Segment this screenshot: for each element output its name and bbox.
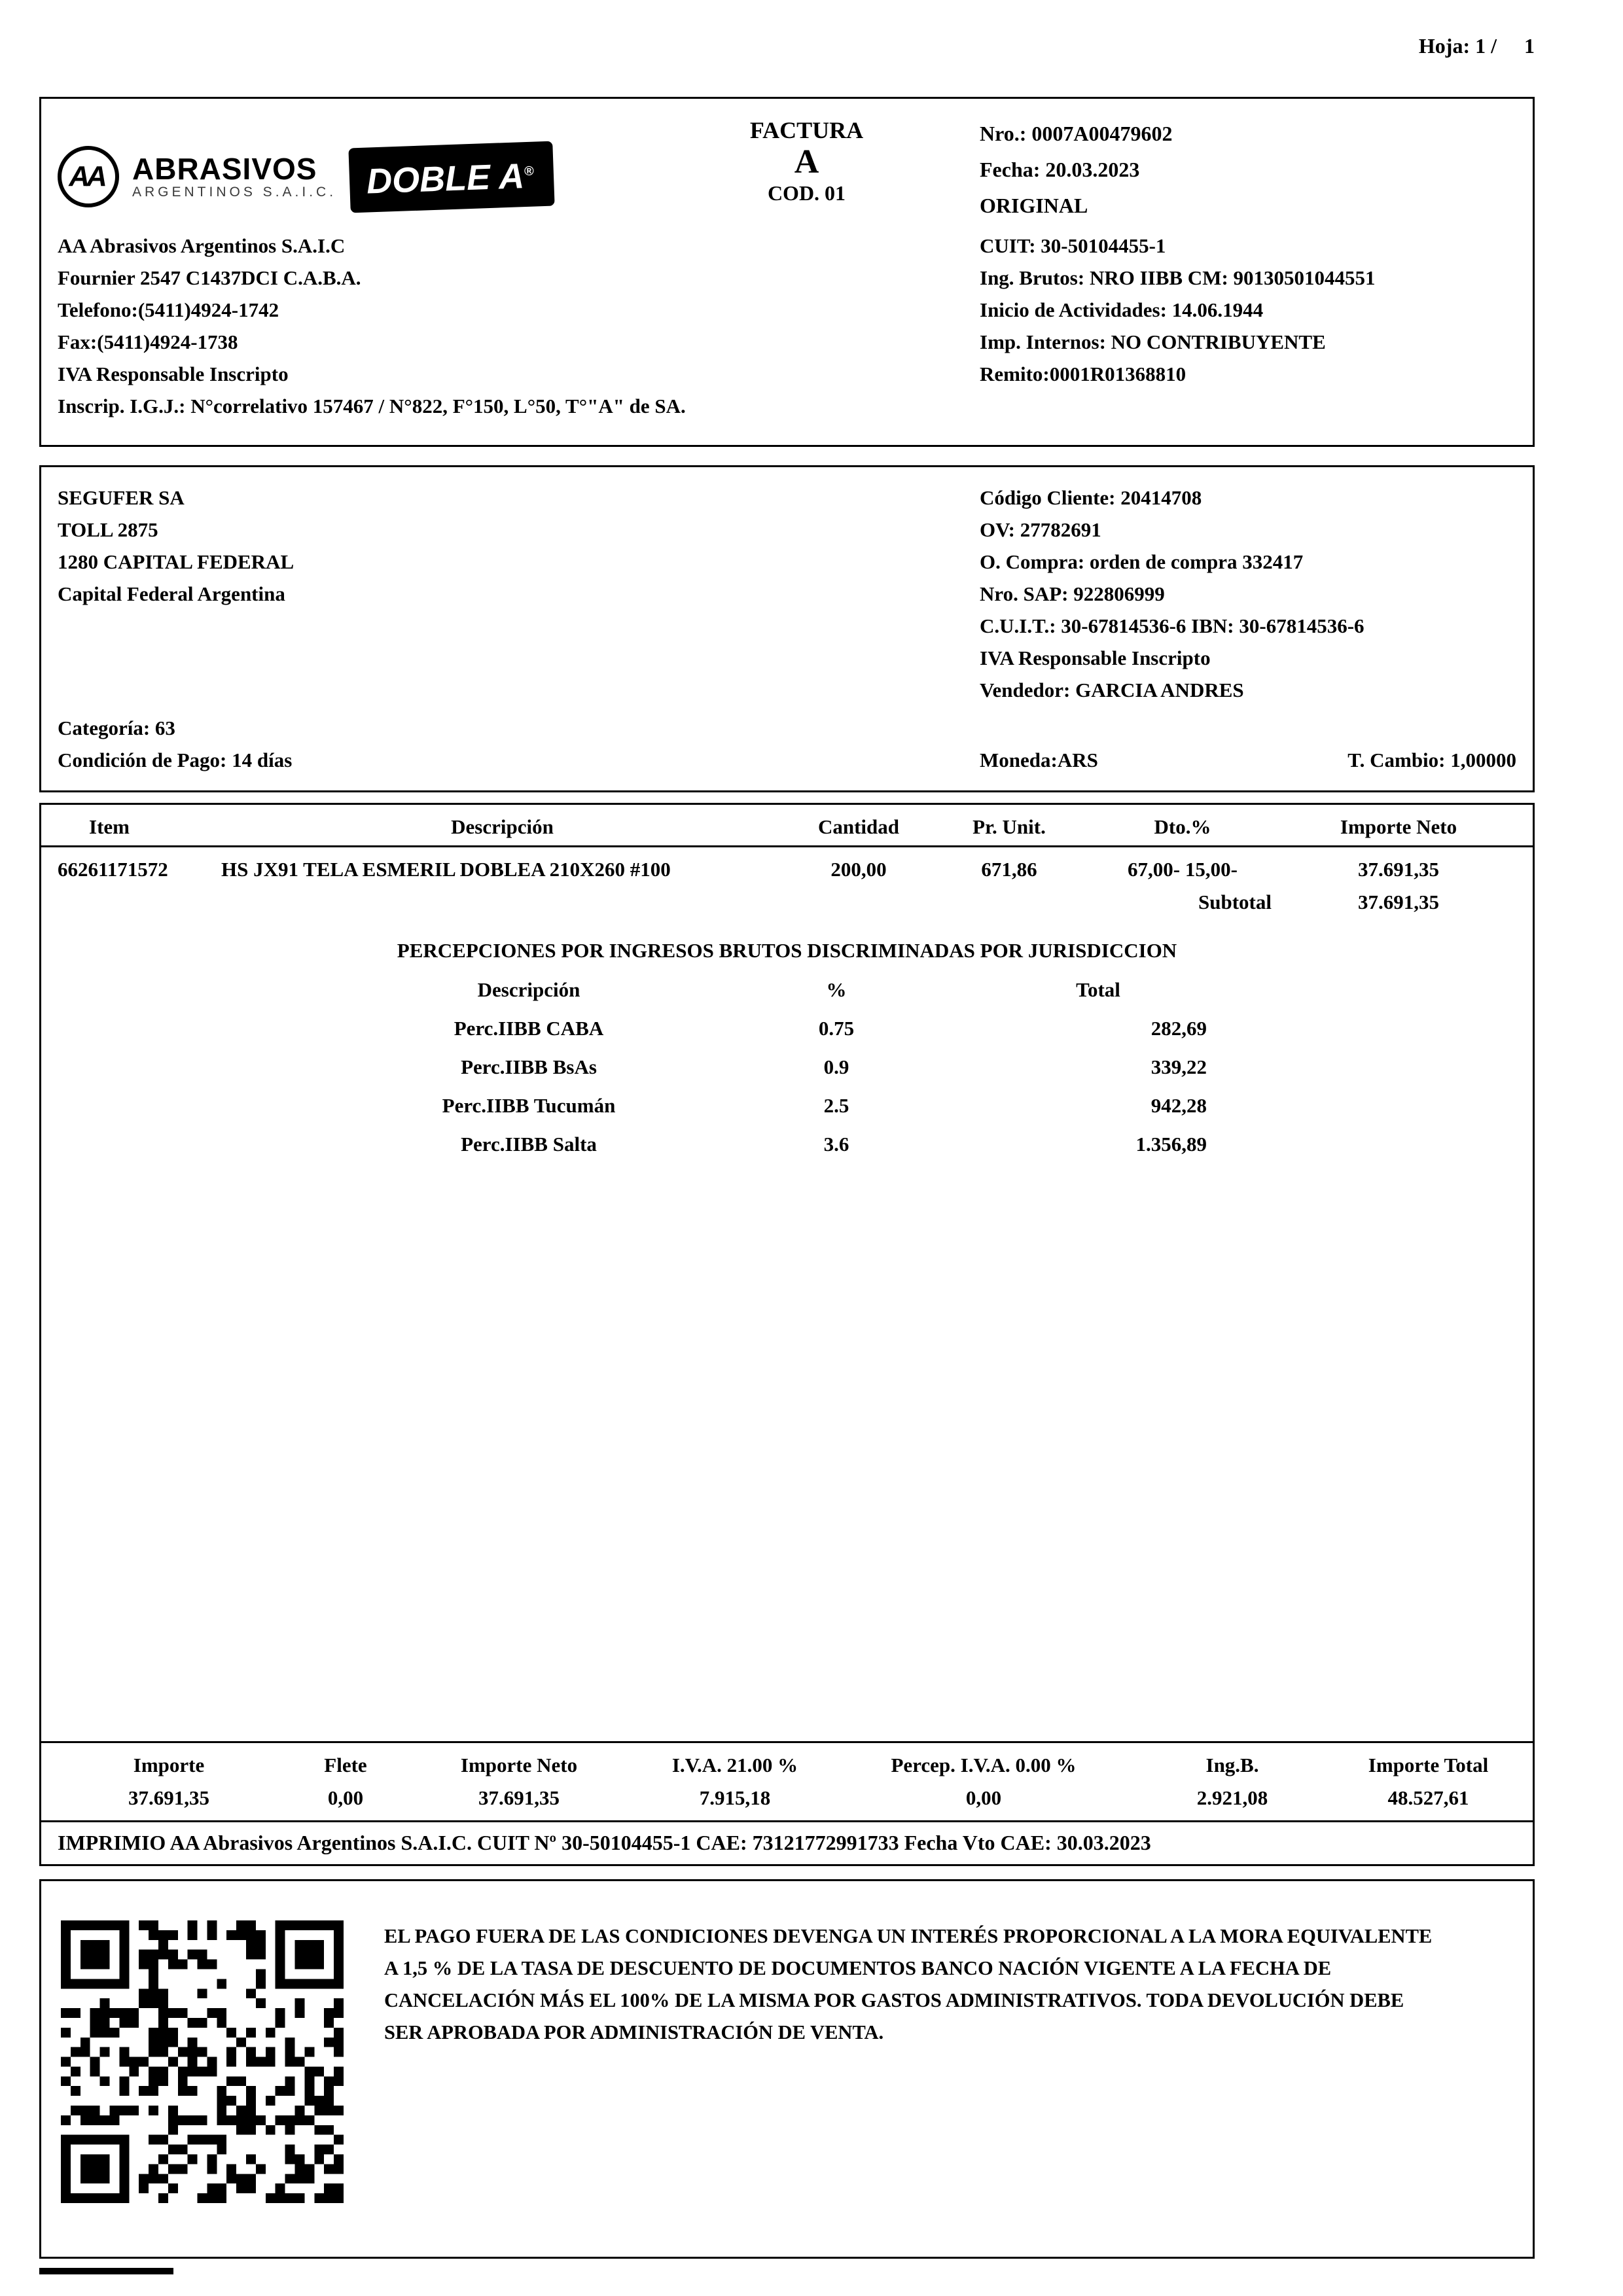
issuer-name: AA Abrasivos Argentinos S.A.I.C: [58, 234, 346, 257]
client-sap-number: Nro. SAP: 922806999: [980, 582, 1165, 605]
totals-header-percep-iva: Percep. I.V.A. 0.00 %: [891, 1754, 1077, 1776]
totals-value-flete: 0,00: [327, 1786, 364, 1809]
totals-header-ing-b: Ing.B.: [1205, 1754, 1259, 1776]
perc-row-pct: 3.6: [823, 1133, 849, 1156]
issuer-address-block: [58, 230, 980, 422]
totals-value-ing-b: 2.921,08: [1196, 1786, 1268, 1809]
totals-header-importe-total: Importe Total: [1368, 1754, 1489, 1776]
document-code: COD. 01: [767, 181, 846, 205]
perc-row-pct: 0.75: [818, 1017, 855, 1040]
document-letter: A: [794, 143, 819, 181]
logo-brand-name: ABRASIVOS: [132, 152, 317, 186]
client-vendedor: Vendedor: GARCIA ANDRES: [980, 679, 1244, 701]
issuer-tax-block: [980, 230, 1516, 422]
table-row: [41, 847, 1533, 881]
client-purchase-order: O. Compra: orden de compra 332417: [980, 550, 1304, 573]
col-header-importe-neto: Importe Neto: [1340, 815, 1457, 838]
currency-label: Moneda:ARS: [980, 749, 1098, 771]
issuer-ing-brutos: Ing. Brutos: NRO IIBB CM: 90130501044551: [980, 266, 1376, 289]
item-net-amount: 37.691,35: [1358, 858, 1439, 881]
client-ov: OV: 27782691: [980, 518, 1101, 541]
client-street: TOLL 2875: [58, 518, 158, 541]
col-header-pr-unit: Pr. Unit.: [972, 815, 1046, 838]
document-type-block: [633, 112, 980, 230]
issuer-igj: Inscrip. I.G.J.: N°correlativo 157467 / N°822, F°150, L°50, T°"A" de SA.: [58, 395, 686, 417]
logo-brand-subtitle: ARGENTINOS S.A.I.C.: [132, 185, 337, 200]
client-box: [39, 465, 1535, 792]
totals-value-importe-total: 48.527,61: [1387, 1786, 1469, 1809]
client-iva-status: IVA Responsable Inscripto: [980, 646, 1211, 669]
totals-header-row: [41, 1741, 1533, 1777]
perc-header-pct: %: [826, 978, 847, 1001]
percepciones-title: PERCEPCIONES POR INGRESOS BRUTOS DISCRIMINADAS POR JURISDICCION: [397, 939, 1177, 962]
perc-row-total: 942,28: [1150, 1094, 1207, 1117]
item-description: HS JX91 TELA ESMERIL DOBLEA 210X260 #100: [221, 858, 671, 881]
subtotal-value: 37.691,35: [1358, 891, 1439, 913]
perc-row-total: 1.356,89: [1135, 1133, 1207, 1156]
client-cuit: C.U.I.T.: 30-67814536-6 IBN: 30-67814536-6: [980, 614, 1364, 637]
issuer-imp-internos: Imp. Internos: NO CONTRIBUYENTE: [980, 330, 1326, 353]
items-box: [39, 803, 1535, 1866]
client-name: SEGUFER SA: [58, 486, 185, 509]
subtotal-row: [41, 881, 1533, 914]
bottom-mark: [39, 2268, 173, 2274]
client-detail-block: [980, 482, 1516, 776]
totals-value-importe-neto: 37.691,35: [478, 1786, 560, 1809]
payment-terms: Condición de Pago: 14 días: [58, 749, 293, 771]
issuer-remito: Remito:0001R01368810: [980, 362, 1186, 385]
perc-row-total: 339,22: [1150, 1055, 1207, 1078]
document-type-label: FACTURA: [749, 117, 864, 143]
perc-row-total: 282,69: [1150, 1017, 1207, 1040]
registered-mark-icon: ®: [524, 164, 534, 179]
doble-a-badge-text: DOBLE A: [366, 156, 526, 202]
subtotal-label: Subtotal: [1198, 891, 1272, 913]
issuer-address: Fournier 2547 C1437DCI C.A.B.A.: [58, 266, 361, 289]
legal-text: EL PAGO FUERA DE LAS CONDICIONES DEVENGA UN INTERÉS PROPORCIONAL A LA MORA EQUIVALENTE A 1,5 % DE LA TASA DE DESCUENTO DE DOCUMENTOS BANCO NACIÓN VIGENTE A LA FECHA DE CANCELACIÓN MÁS EL 100% DE LA MISMA POR GASTOS ADMINISTRATIVOS. TODA DEVOLUCIÓN DEBE SER APROBADA POR ADMINISTRACIÓN DE VENTA.: [384, 1925, 1433, 2043]
perc-row-pct: 0.9: [823, 1055, 849, 1078]
col-header-dto: Dto.%: [1154, 815, 1211, 838]
perc-row-name: Perc.IIBB Tucumán: [442, 1094, 616, 1117]
col-header-descripcion: Descripción: [451, 815, 554, 838]
perc-row-pct: 2.5: [823, 1094, 849, 1117]
totals-header-importe: Importe: [133, 1754, 205, 1776]
issuer-header-box: [39, 97, 1535, 447]
aa-logo-icon: AA: [58, 146, 119, 207]
issuer-fax: Fax:(5411)4924-1738: [58, 330, 238, 353]
totals-header-importe-neto: Importe Neto: [460, 1754, 578, 1776]
document-meta-block: [980, 112, 1516, 230]
col-header-item: Item: [89, 815, 130, 838]
item-quantity: 200,00: [830, 858, 887, 881]
copy-type-label: ORIGINAL: [980, 194, 1088, 217]
client-code: Código Cliente: 20414708: [980, 486, 1202, 509]
issuer-cuit: CUIT: 30-50104455-1: [980, 234, 1166, 257]
totals-header-iva: I.V.A. 21.00 %: [671, 1754, 798, 1776]
issuer-details: [58, 230, 1516, 422]
perc-row-name: Perc.IIBB CABA: [454, 1017, 604, 1040]
perc-row-name: Perc.IIBB Salta: [461, 1133, 597, 1156]
company-logo: [58, 112, 633, 230]
page-number-value: 1: [1524, 34, 1535, 58]
exchange-rate: T. Cambio: 1,00000: [1347, 749, 1516, 771]
totals-value-iva: 7.915,18: [699, 1786, 771, 1809]
qr-code: [61, 1920, 344, 2203]
item-discount: 67,00- 15,00-: [1128, 858, 1238, 881]
invoice-number: Nro.: 0007A00479602: [980, 122, 1173, 145]
perc-header-total: Total: [1076, 978, 1120, 1001]
footer-box: [39, 1879, 1535, 2259]
issuer-phone: Telefono:(5411)4924-1742: [58, 298, 279, 321]
issuer-iva-status: IVA Responsable Inscripto: [58, 362, 289, 385]
client-categoria: Categoría: 63: [58, 716, 175, 739]
item-unit-price: 671,86: [981, 858, 1037, 881]
client-city: 1280 CAPITAL FEDERAL: [58, 550, 294, 573]
col-header-cantidad: Cantidad: [817, 815, 900, 838]
item-code: 66261171572: [58, 858, 168, 881]
currency-row: [980, 744, 1516, 776]
totals-value-percep-iva: 0,00: [965, 1786, 1002, 1809]
totals-value-importe: 37.691,35: [128, 1786, 209, 1809]
client-address-block: [58, 482, 980, 776]
totals-header-flete: Flete: [324, 1754, 367, 1776]
page-number: [39, 33, 1535, 59]
items-table-header: [41, 805, 1533, 847]
percepciones-table: [332, 978, 1249, 1156]
company-logo-text: [132, 153, 336, 200]
doble-a-badge: [348, 141, 554, 213]
cae-line: IMPRIMIO AA Abrasivos Argentinos S.A.I.C. CUIT Nº 30-50104455-1 CAE: 73121772991733 Fecha Vto CAE: 30.03.2023: [41, 1820, 1533, 1864]
perc-header-descripcion: Descripción: [477, 978, 580, 1001]
issuer-header-top: [58, 112, 1516, 230]
totals-values-row: [41, 1777, 1533, 1820]
client-region: Capital Federal Argentina: [58, 582, 285, 605]
issuer-inicio-actividades: Inicio de Actividades: 14.06.1944: [980, 298, 1264, 321]
invoice-date: Fecha: 20.03.2023: [980, 158, 1140, 181]
page-number-label: Hoja: 1 /: [1418, 34, 1497, 58]
perc-row-name: Perc.IIBB BsAs: [461, 1055, 597, 1078]
